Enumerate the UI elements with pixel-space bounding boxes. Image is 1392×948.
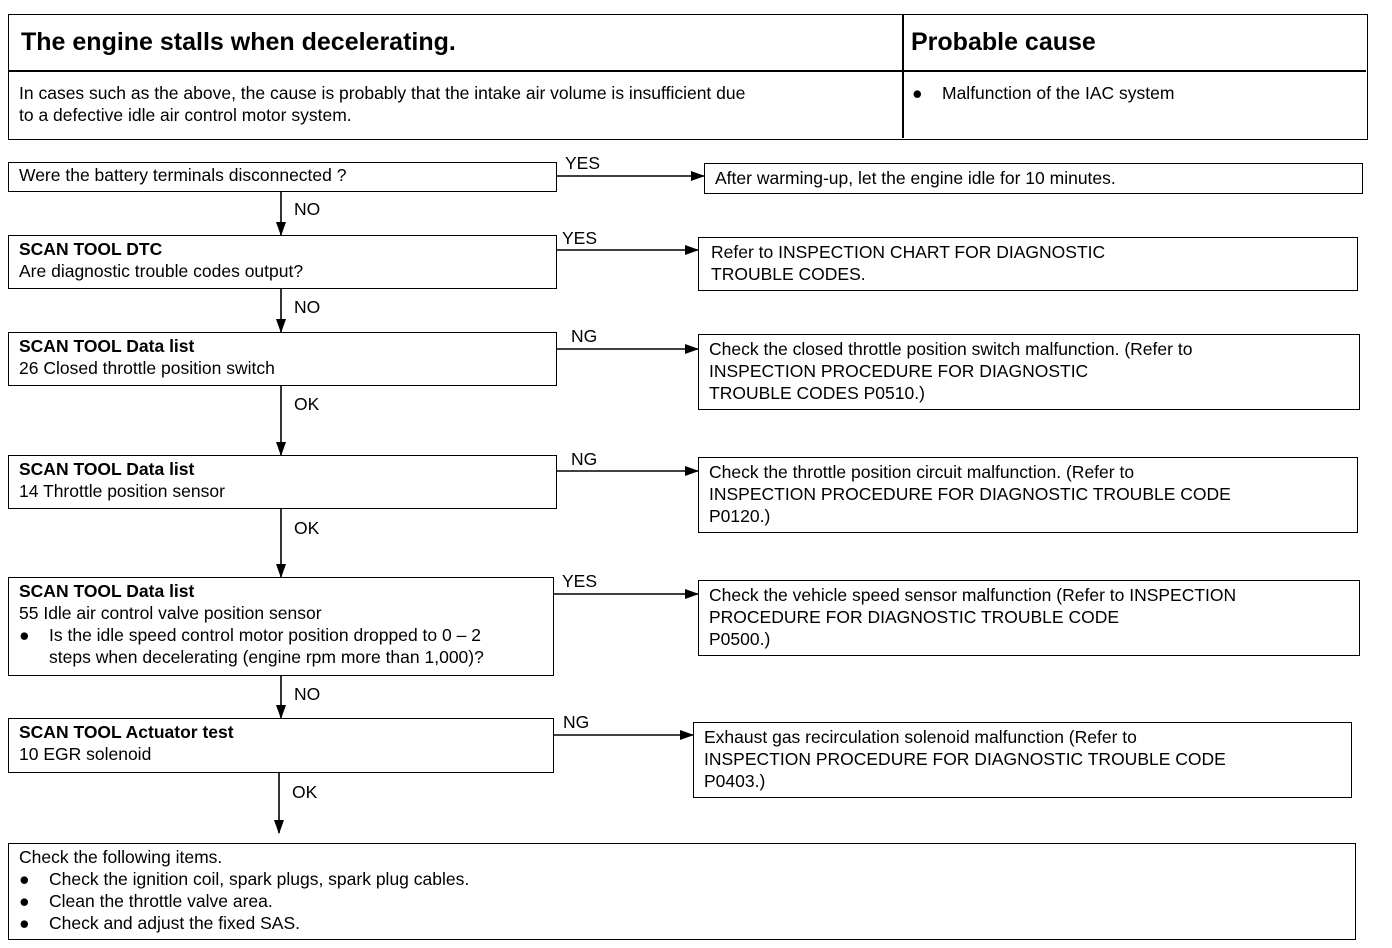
final-item-text: Check and adjust the fixed SAS. (49, 913, 300, 933)
bullet-icon: ● (19, 869, 30, 889)
result-line: Check the throttle position circuit malfunction. (Refer to (709, 462, 1135, 482)
decision-heading: SCAN TOOL Actuator test (19, 722, 234, 742)
decision-box-throttle-sensor (8, 455, 557, 509)
continue-label-ok: OK (294, 394, 320, 414)
result-line: Refer to INSPECTION CHART FOR DIAGNOSTIC (711, 242, 1106, 262)
final-item (19, 912, 1345, 934)
question-bullet (19, 624, 543, 668)
result-box-warmup (704, 163, 1363, 194)
final-intro: Check the following items. (19, 847, 223, 867)
branch-label-ng: NG (571, 449, 598, 469)
decision-box-egr (8, 718, 554, 773)
continue-label-ok: OK (292, 782, 318, 802)
decision-box-iac-position (8, 577, 554, 676)
result-box-closed-throttle (698, 334, 1360, 410)
probable-cause-heading: Probable cause (911, 28, 1096, 56)
decision-question: 55 Idle air control valve position sensor (19, 603, 322, 623)
final-check-box (8, 843, 1356, 940)
decision-heading: SCAN TOOL Data list (19, 459, 195, 479)
result-line: After warming-up, let the engine idle for 10 minutes. (715, 168, 1116, 188)
result-line: Check the vehicle speed sensor malfunction (Refer to INSPECTION (709, 585, 1237, 605)
result-line: P0403.) (704, 771, 766, 791)
branch-label-yes: YES (562, 228, 598, 248)
question-line: Is the idle speed control motor position dropped to 0 – 2 (49, 625, 481, 645)
branch-label-ng: NG (571, 326, 598, 346)
continue-label-no: NO (294, 684, 321, 704)
page-title: The engine stalls when decelerating. (21, 28, 456, 56)
final-item (19, 868, 1345, 890)
bullet-icon: ● (19, 625, 30, 645)
result-line: Check the closed throttle position switch malfunction. (Refer to (709, 339, 1193, 359)
branch-label-yes: YES (565, 153, 601, 173)
continue-label-no: NO (294, 297, 321, 317)
branch-label-ng: NG (563, 712, 590, 732)
result-line: P0120.) (709, 506, 771, 526)
bullet-icon: ● (912, 83, 923, 103)
decision-heading: SCAN TOOL Data list (19, 336, 195, 356)
result-line: INSPECTION PROCEDURE FOR DIAGNOSTIC TROUBLE CODE (704, 749, 1226, 769)
result-line: PROCEDURE FOR DIAGNOSTIC TROUBLE CODE (709, 607, 1120, 627)
bullet-icon: ● (19, 891, 30, 911)
question-line: steps when decelerating (engine rpm more than 1,000)? (49, 647, 484, 667)
result-box-throttle-circuit (698, 457, 1358, 533)
bullet-icon: ● (19, 913, 30, 933)
decision-question: Were the battery terminals disconnected ? (19, 165, 347, 185)
result-line: INSPECTION PROCEDURE FOR DIAGNOSTIC (709, 361, 1089, 381)
result-box-egr (693, 722, 1352, 798)
result-line: Exhaust gas recirculation solenoid malfunction (Refer to (704, 727, 1137, 747)
decision-question: Are diagnostic trouble codes output? (19, 261, 304, 281)
decision-question: 14 Throttle position sensor (19, 481, 225, 501)
branch-label-yes: YES (562, 571, 598, 591)
decision-question: 26 Closed throttle position switch (19, 358, 275, 378)
result-box-vehicle-speed (698, 580, 1360, 656)
decision-box-battery (8, 162, 557, 192)
decision-box-dtc (8, 235, 557, 289)
result-line: TROUBLE CODES P0510.) (709, 383, 925, 403)
final-item-text: Check the ignition coil, spark plugs, spark plug cables. (49, 869, 470, 889)
result-line: INSPECTION PROCEDURE FOR DIAGNOSTIC TROUBLE CODE (709, 484, 1231, 504)
description-line: to a defective idle air control motor system. (19, 105, 352, 125)
result-line: TROUBLE CODES. (711, 264, 866, 284)
decision-question: 10 EGR solenoid (19, 744, 152, 764)
result-line: P0500.) (709, 629, 771, 649)
result-box-dtc-chart (698, 237, 1358, 291)
final-item-text: Clean the throttle valve area. (49, 891, 273, 911)
decision-box-closed-throttle (8, 332, 557, 386)
description-line: In cases such as the above, the cause is probably that the intake air volume is insufficient due (19, 83, 746, 103)
final-item (19, 890, 1345, 912)
cause-text: Malfunction of the IAC system (942, 83, 1175, 103)
decision-heading: SCAN TOOL DTC (19, 239, 163, 259)
question-text (49, 624, 484, 668)
continue-label-ok: OK (294, 518, 320, 538)
continue-label-no: NO (294, 199, 321, 219)
decision-heading: SCAN TOOL Data list (19, 581, 195, 601)
